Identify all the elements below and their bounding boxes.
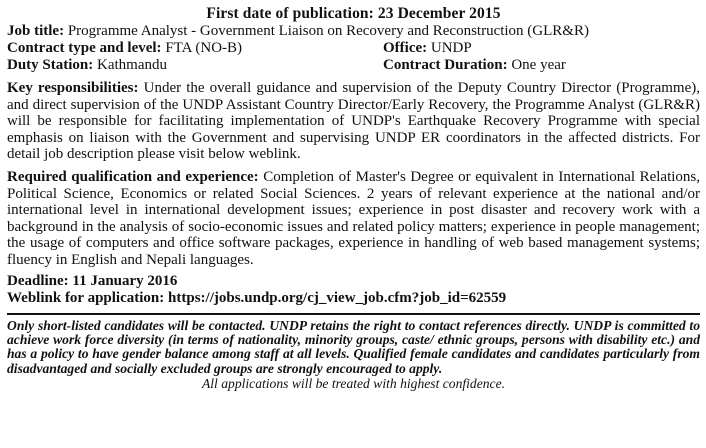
publication-label: First date of publication: — [206, 5, 374, 22]
office-value: UNDP — [430, 40, 472, 56]
contract-type-value: FTA (NO-B) — [165, 40, 243, 56]
publication-date: 23 December 2015 — [377, 5, 501, 22]
job-title-label: Job title: — [7, 23, 65, 39]
section-divider — [7, 313, 700, 315]
deadline-label: Deadline: — [7, 272, 69, 289]
qualification-text: Completion of Master's Degree or equivalent in International Relations, Political Science, Economics or related Social Sciences. 2 years of relevant experience at the national and/or international level in international development issues; experience in post disaster and recovery work with a background in the analysis of socio-economic issues and related policy matters; experience in people management; the usage of computers and office software packages, experience in handling of web based management systems; fluency in English and Nepali languages. — [7, 168, 701, 268]
footer-note: Only short-listed candidates will be contacted. UNDP retains the right to contact references directly. UNDP is committed to achieve work force diversity (in terms of nationality, minority groups, caste/ ethnic groups, persons with disability etc.) and has a policy to have gender balance among staff at all levels. Qualified female candidates and candidates particularly from disadvantaged and socially excluded groups are strongly encouraged to apply. — [7, 317, 700, 376]
job-title-line — [7, 23, 700, 40]
publication-date-heading — [7, 4, 700, 23]
deadline-line — [7, 273, 700, 290]
contract-duration-value: One year — [511, 57, 566, 73]
contract-office-row — [7, 40, 700, 57]
qualification-paragraph — [7, 169, 700, 269]
duty-station-value: Kathmandu — [97, 57, 167, 73]
key-responsibilities-label: Key responsibilities: — [7, 80, 139, 96]
contract-type-label: Contract type and level: — [7, 40, 162, 56]
weblink-label: Weblink for application: — [7, 289, 165, 306]
office-label: Office: — [383, 40, 428, 56]
key-responsibilities-paragraph — [7, 80, 700, 163]
qualification-label: Required qualification and experience: — [7, 168, 259, 185]
duty-station-label: Duty Station: — [7, 57, 94, 73]
weblink-url[interactable]: https://jobs.undp.org/cj_view_job.cfm?job_id=62559 — [168, 289, 507, 306]
deadline-date: 11 January 2016 — [72, 272, 178, 289]
contract-duration-label: Contract Duration: — [383, 57, 508, 73]
duty-duration-row — [7, 57, 700, 74]
job-title-value: Programme Analyst - Government Liaison on Recovery and Reconstruction (GLR&R) — [67, 23, 589, 39]
footer-closing: All applications will be treated with highest confidence. — [201, 376, 506, 392]
key-responsibilities-text: Under the overall guidance and supervision of the Deputy Country Director (Programme), and direct supervision of the UNDP Assistant Country Director/Early Recovery, the Programme Analyst (GLR&R) will be responsible for facilitating implementation of UNDP's Earthquake Recovery Programme with special emphasis on liaison with the Government and supervising UNDP ER coordinators in the affected districts. For detail job description please visit below weblink. — [7, 80, 700, 163]
weblink-line — [7, 290, 700, 307]
